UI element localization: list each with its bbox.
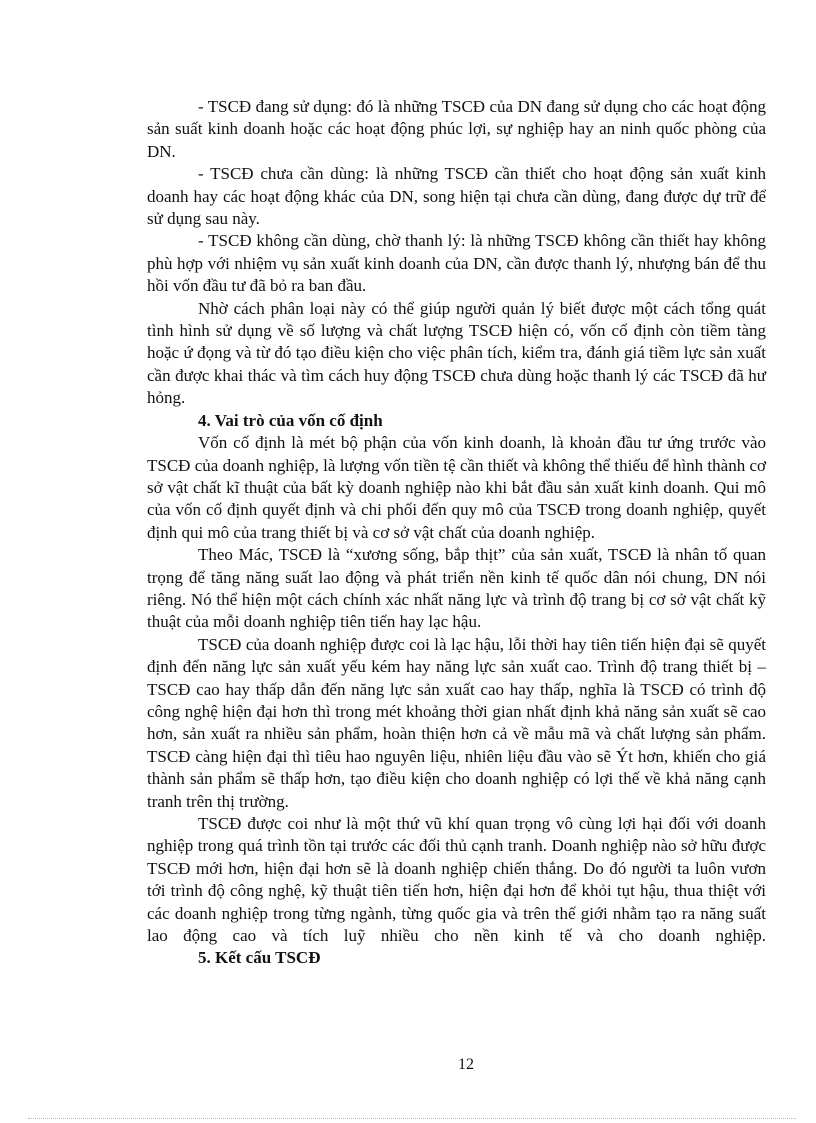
document-body [147,96,766,970]
paragraph-lac-hau-hien-dai: TSCĐ của doanh nghiệp được coi là lạc hậu, lỗi thời hay tiên tiến hiện đại sẽ quyết định đến năng lực sản xuất yếu kém hay năng lực sản xuất cao. Trình độ trang thiết bị – TSCĐ cao hay thấp dẫn đến năng lực sản xuất cao hay thấp, nghĩa là TSCĐ có trình độ công nghệ hiện đại hơn thì trong mét khoảng thời gian nhất định khả năng sản xuất sẽ cao hơn, sản xuất ra nhiều sản phẩm, hoàn thiện hơn cả về mẫu mã và chất lượng sản phẩm. TSCĐ càng hiện đại thì tiêu hao nguyên liệu, nhiên liệu đầu vào sẽ Ýt hơn, khiến cho giá thành sản phẩm sẽ thấp hơn, tạo điều kiện cho doanh nghiệp có lợi thế về khả năng cạnh tranh trên thị trường. [147,634,766,811]
paragraph-tscd-chua-can-dung: - TSCĐ chưa cần dùng: là những TSCĐ cần thiết cho hoạt động sản xuất kinh doanh hay các hoạt động khác của DN, song hiện tại chưa cần dùng, đang được dự trữ để sử dụng sau này. [147,164,766,229]
paragraph-theo-mac: Theo Mác, TSCĐ là “xương sống, bắp thịt” của sản xuất, TSCĐ là nhân tố quan trọng để tăng năng suất lao động và phát triển nền kinh tế quốc dân nói chung, DN nói riêng. Nó thể hiện một cách chính xác nhất năng lực và trình độ trang bị cơ sở vật chất kỹ thuật của mỗi doanh nghiệp tiên tiến hay lạc hậu. [147,545,766,632]
paragraph-tscd-dang-su-dung: - TSCĐ đang sử dụng: đó là những TSCĐ của DN đang sử dụng cho các hoạt động sản suất kinh doanh hoặc các hoạt động phúc lợi, sự nghiệp hay an ninh quốc phòng của DN. [147,97,766,161]
paragraph-vu-khi-quan-trong: TSCĐ được coi như là một thứ vũ khí quan trọng vô cùng lợi hại đối với doanh nghiệp trong quá trình tồn tại trước các đối thủ cạnh tranh. Doanh nghiệp nào sở hữu được TSCĐ mới hơn, hiện đại hơn sẽ là doanh nghiệp chiến thắng. Do đó người ta luôn vươn tới trình độ công nghệ, kỹ thuật tiên tiến hơn, hiện đại hơn để khỏi tụt hậu, thua thiệt với các doanh nghiệp trong từng ngành, từng quốc gia và trên thế giới nhằm tạo ra năng suất lao động cao và tích luỹ nhiều cho nền kinh tế và cho doanh nghiệp. [147,814,766,946]
section-heading-4: 4. Vai trò của vốn cố định [198,410,383,430]
paragraph-von-co-dinh: Vốn cố định là mét bộ phận của vốn kinh doanh, là khoản đầu tư ứng trước vào TSCĐ của doanh nghiệp, là lượng vốn tiền tệ cần thiết và không thể thiếu để hình thành cơ sở vật chất kĩ thuật của bất kỳ doanh nghiệp nào khi bắt đầu sản xuất kinh doanh. Qui mô của vốn cố định quyết định và chi phối đến quy mô của TSCĐ trong doanh nghiệp, quyết định qui mô của trang thiết bị và cơ sở vật chất của doanh nghiệp. [147,433,766,542]
section-heading-5: 5. Kết cấu TSCĐ [198,948,321,968]
page-bottom-divider [28,1118,796,1119]
paragraph-phan-loai-summary: Nhờ cách phân loại này có thể giúp người quản lý biết được một cách tổng quát tình hình sử dụng về số lượng và chất lượng TSCĐ hiện có, vốn cố định còn tiềm tàng hoặc ứ đọng và từ đó tạo điều kiện cho việc phân tích, kiểm tra, đánh giá tiềm lực sản xuất cần được khai thác và tìm cách huy động TSCĐ chưa dùng hoặc thanh lý các TSCĐ đã hư hỏng. [147,298,766,408]
page-number: 12 [458,1056,474,1073]
paragraph-tscd-khong-can-dung: - TSCĐ không cần dùng, chờ thanh lý: là những TSCĐ không cần thiết hay không phù hợp với nhiệm vụ sản xuất kinh doanh của DN, cần được thanh lý, nhượng bán để thu hồi vốn đầu tư đã bỏ ra ban đầu. [147,231,766,296]
